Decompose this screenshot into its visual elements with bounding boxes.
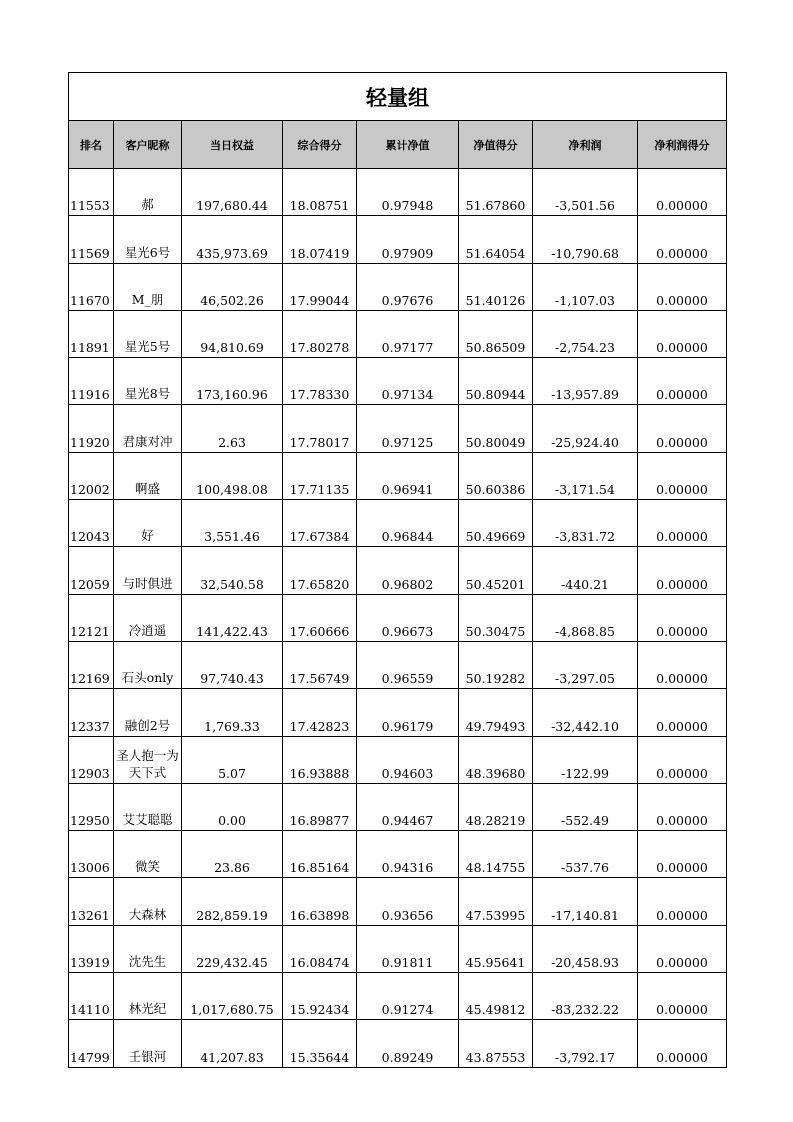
rank-cell: 11891 (69, 310, 114, 357)
net-profit-score-cell: 0.00000 (638, 358, 727, 405)
table-row (69, 783, 727, 830)
rank-cell: 12002 (69, 452, 114, 499)
net-profit-cell: -83,232.22 (533, 973, 638, 1020)
rank-cell: 12169 (69, 641, 114, 688)
score-cell: 16.93888 (283, 736, 357, 783)
net-value-cell: 0.94316 (357, 831, 459, 878)
table-row (69, 594, 727, 641)
net-value-score-cell: 48.28219 (459, 783, 533, 830)
table-row (69, 641, 727, 688)
table-row (69, 736, 727, 783)
table-row (69, 1020, 727, 1067)
score-cell: 17.65820 (283, 547, 357, 594)
table-row (69, 547, 727, 594)
net-profit-score-cell: 0.00000 (638, 310, 727, 357)
table-row (69, 405, 727, 452)
equity-cell: 141,422.43 (182, 594, 283, 641)
net-profit-cell: -25,924.40 (533, 405, 638, 452)
page-title: 轻量组 (69, 73, 727, 121)
score-cell: 16.85164 (283, 831, 357, 878)
equity-cell: 1,017,680.75 (182, 973, 283, 1020)
net-value-cell: 0.96941 (357, 452, 459, 499)
net-value-cell: 0.94603 (357, 736, 459, 783)
table-row (69, 500, 727, 547)
net-profit-score-cell: 0.00000 (638, 547, 727, 594)
net-profit-cell: -3,501.56 (533, 169, 638, 216)
net-value-score-cell: 50.80049 (459, 405, 533, 452)
net-profit-score-cell: 0.00000 (638, 500, 727, 547)
rank-cell: 11920 (69, 405, 114, 452)
score-cell: 17.78330 (283, 358, 357, 405)
equity-cell: 0.00 (182, 783, 283, 830)
score-cell: 16.63898 (283, 878, 357, 925)
nickname-cell: 沈先生 (114, 925, 182, 972)
rank-cell: 11670 (69, 263, 114, 310)
nickname-cell: 与时俱进 (114, 547, 182, 594)
equity-cell: 46,502.26 (182, 263, 283, 310)
nickname-cell: 冷逍遥 (114, 594, 182, 641)
rank-cell: 11569 (69, 216, 114, 263)
net-value-score-cell: 51.40126 (459, 263, 533, 310)
net-profit-score-cell: 0.00000 (638, 169, 727, 216)
equity-cell: 32,540.58 (182, 547, 283, 594)
equity-cell: 435,973.69 (182, 216, 283, 263)
table-row (69, 358, 727, 405)
table-row (69, 689, 727, 736)
net-value-cell: 0.96673 (357, 594, 459, 641)
rank-cell: 12043 (69, 500, 114, 547)
net-profit-score-cell: 0.00000 (638, 783, 727, 830)
rank-cell: 12337 (69, 689, 114, 736)
rank-cell: 13261 (69, 878, 114, 925)
equity-cell: 3,551.46 (182, 500, 283, 547)
net-profit-cell: -4,868.85 (533, 594, 638, 641)
nickname-cell: 石头only (114, 641, 182, 688)
table-row (69, 973, 727, 1020)
net-value-score-cell: 50.60386 (459, 452, 533, 499)
net-profit-cell: -3,171.54 (533, 452, 638, 499)
equity-cell: 229,432.45 (182, 925, 283, 972)
score-cell: 17.80278 (283, 310, 357, 357)
nickname-cell: 星光6号 (114, 216, 182, 263)
net-profit-cell: -3,297.05 (533, 641, 638, 688)
net-profit-cell: -10,790.68 (533, 216, 638, 263)
rank-cell: 14799 (69, 1020, 114, 1067)
net-value-score-cell: 47.53995 (459, 878, 533, 925)
net-value-score-cell: 50.80944 (459, 358, 533, 405)
nickname-cell: 好 (114, 500, 182, 547)
net-profit-cell: -122.99 (533, 736, 638, 783)
net-value-score-cell: 48.39680 (459, 736, 533, 783)
rank-cell: 13919 (69, 925, 114, 972)
nickname-cell: 君康对冲 (114, 405, 182, 452)
nickname-cell: 林光纪 (114, 973, 182, 1020)
net-profit-cell: -17,140.81 (533, 878, 638, 925)
net-value-cell: 0.91811 (357, 925, 459, 972)
net-profit-cell: -32,442.10 (533, 689, 638, 736)
table-row (69, 831, 727, 878)
score-cell: 17.99044 (283, 263, 357, 310)
rank-cell: 12950 (69, 783, 114, 830)
equity-cell: 41,207.83 (182, 1020, 283, 1067)
score-cell: 17.67384 (283, 500, 357, 547)
rank-cell: 12121 (69, 594, 114, 641)
net-profit-score-cell: 0.00000 (638, 689, 727, 736)
nickname-cell: 融创2号 (114, 689, 182, 736)
header-row (69, 121, 727, 169)
net-value-cell: 0.96802 (357, 547, 459, 594)
net-profit-cell: -537.76 (533, 831, 638, 878)
net-profit-cell: -2,754.23 (533, 310, 638, 357)
nickname-cell: 大森林 (114, 878, 182, 925)
net-profit-score-cell: 0.00000 (638, 1020, 727, 1067)
net-profit-score-cell: 0.00000 (638, 216, 727, 263)
net-value-cell: 0.97177 (357, 310, 459, 357)
table-row (69, 169, 727, 216)
nickname-cell: M_朋 (114, 263, 182, 310)
ranking-table (68, 72, 727, 1068)
net-profit-score-cell: 0.00000 (638, 594, 727, 641)
score-cell: 17.71135 (283, 452, 357, 499)
rank-cell: 11916 (69, 358, 114, 405)
table-row (69, 925, 727, 972)
net-profit-score-cell: 0.00000 (638, 925, 727, 972)
net-value-score-cell: 49.79493 (459, 689, 533, 736)
net-value-score-cell: 50.49669 (459, 500, 533, 547)
score-cell: 17.42823 (283, 689, 357, 736)
net-value-score-cell: 50.86509 (459, 310, 533, 357)
net-value-score-cell: 45.95641 (459, 925, 533, 972)
nickname-cell: 圣人抱一为天下式 (114, 736, 182, 783)
net-profit-cell: -13,957.89 (533, 358, 638, 405)
net-profit-score-cell: 0.00000 (638, 405, 727, 452)
nickname-cell: 啊盛 (114, 452, 182, 499)
net-value-score-cell: 50.30475 (459, 594, 533, 641)
equity-cell: 5.07 (182, 736, 283, 783)
net-value-cell: 0.96844 (357, 500, 459, 547)
column-header-rank: 排名 (69, 121, 114, 169)
score-cell: 15.35644 (283, 1020, 357, 1067)
table-row (69, 452, 727, 499)
net-profit-cell: -552.49 (533, 783, 638, 830)
net-profit-score-cell: 0.00000 (638, 736, 727, 783)
equity-cell: 197,680.44 (182, 169, 283, 216)
equity-cell: 2.63 (182, 405, 283, 452)
score-cell: 18.08751 (283, 169, 357, 216)
net-value-cell: 0.97134 (357, 358, 459, 405)
net-profit-cell: -20,458.93 (533, 925, 638, 972)
rank-cell: 12059 (69, 547, 114, 594)
column-header-net-value: 累计净值 (357, 121, 459, 169)
nickname-cell: 郝 (114, 169, 182, 216)
column-header-net-profit: 净利润 (533, 121, 638, 169)
nickname-cell: 微笑 (114, 831, 182, 878)
net-profit-score-cell: 0.00000 (638, 878, 727, 925)
net-value-cell: 0.93656 (357, 878, 459, 925)
net-profit-cell: -1,107.03 (533, 263, 638, 310)
score-cell: 16.89877 (283, 783, 357, 830)
net-profit-score-cell: 0.00000 (638, 452, 727, 499)
net-value-score-cell: 50.19282 (459, 641, 533, 688)
score-cell: 16.08474 (283, 925, 357, 972)
score-cell: 17.60666 (283, 594, 357, 641)
net-value-cell: 0.97948 (357, 169, 459, 216)
net-profit-score-cell: 0.00000 (638, 263, 727, 310)
net-value-cell: 0.96559 (357, 641, 459, 688)
nickname-cell: 壬银河 (114, 1020, 182, 1067)
net-profit-cell: -3,792.17 (533, 1020, 638, 1067)
column-header-score: 综合得分 (283, 121, 357, 169)
equity-cell: 1,769.33 (182, 689, 283, 736)
net-profit-score-cell: 0.00000 (638, 973, 727, 1020)
net-profit-cell: -3,831.72 (533, 500, 638, 547)
equity-cell: 23.86 (182, 831, 283, 878)
rank-cell: 11553 (69, 169, 114, 216)
score-cell: 15.92434 (283, 973, 357, 1020)
equity-cell: 282,859.19 (182, 878, 283, 925)
score-cell: 18.07419 (283, 216, 357, 263)
rank-cell: 14110 (69, 973, 114, 1020)
equity-cell: 94,810.69 (182, 310, 283, 357)
net-profit-cell: -440.21 (533, 547, 638, 594)
equity-cell: 100,498.08 (182, 452, 283, 499)
net-profit-score-cell: 0.00000 (638, 831, 727, 878)
net-value-score-cell: 51.64054 (459, 216, 533, 263)
table-row (69, 878, 727, 925)
table-row (69, 310, 727, 357)
net-value-cell: 0.96179 (357, 689, 459, 736)
net-value-cell: 0.94467 (357, 783, 459, 830)
table-row (69, 263, 727, 310)
column-header-net-profit-score: 净利润得分 (638, 121, 727, 169)
rank-cell: 12903 (69, 736, 114, 783)
net-value-cell: 0.89249 (357, 1020, 459, 1067)
net-profit-score-cell: 0.00000 (638, 641, 727, 688)
net-value-score-cell: 48.14755 (459, 831, 533, 878)
rank-cell: 13006 (69, 831, 114, 878)
net-value-cell: 0.97125 (357, 405, 459, 452)
column-header-nickname: 客户昵称 (114, 121, 182, 169)
net-value-score-cell: 45.49812 (459, 973, 533, 1020)
table-row (69, 216, 727, 263)
equity-cell: 97,740.43 (182, 641, 283, 688)
net-value-cell: 0.97909 (357, 216, 459, 263)
net-value-cell: 0.91274 (357, 973, 459, 1020)
column-header-equity: 当日权益 (182, 121, 283, 169)
score-cell: 17.56749 (283, 641, 357, 688)
net-value-score-cell: 50.45201 (459, 547, 533, 594)
column-header-net-value-score: 净值得分 (459, 121, 533, 169)
equity-cell: 173,160.96 (182, 358, 283, 405)
nickname-cell: 星光8号 (114, 358, 182, 405)
nickname-cell: 星光5号 (114, 310, 182, 357)
net-value-score-cell: 43.87553 (459, 1020, 533, 1067)
nickname-cell: 艾艾聪聪 (114, 783, 182, 830)
net-value-cell: 0.97676 (357, 263, 459, 310)
score-cell: 17.78017 (283, 405, 357, 452)
net-value-score-cell: 51.67860 (459, 169, 533, 216)
